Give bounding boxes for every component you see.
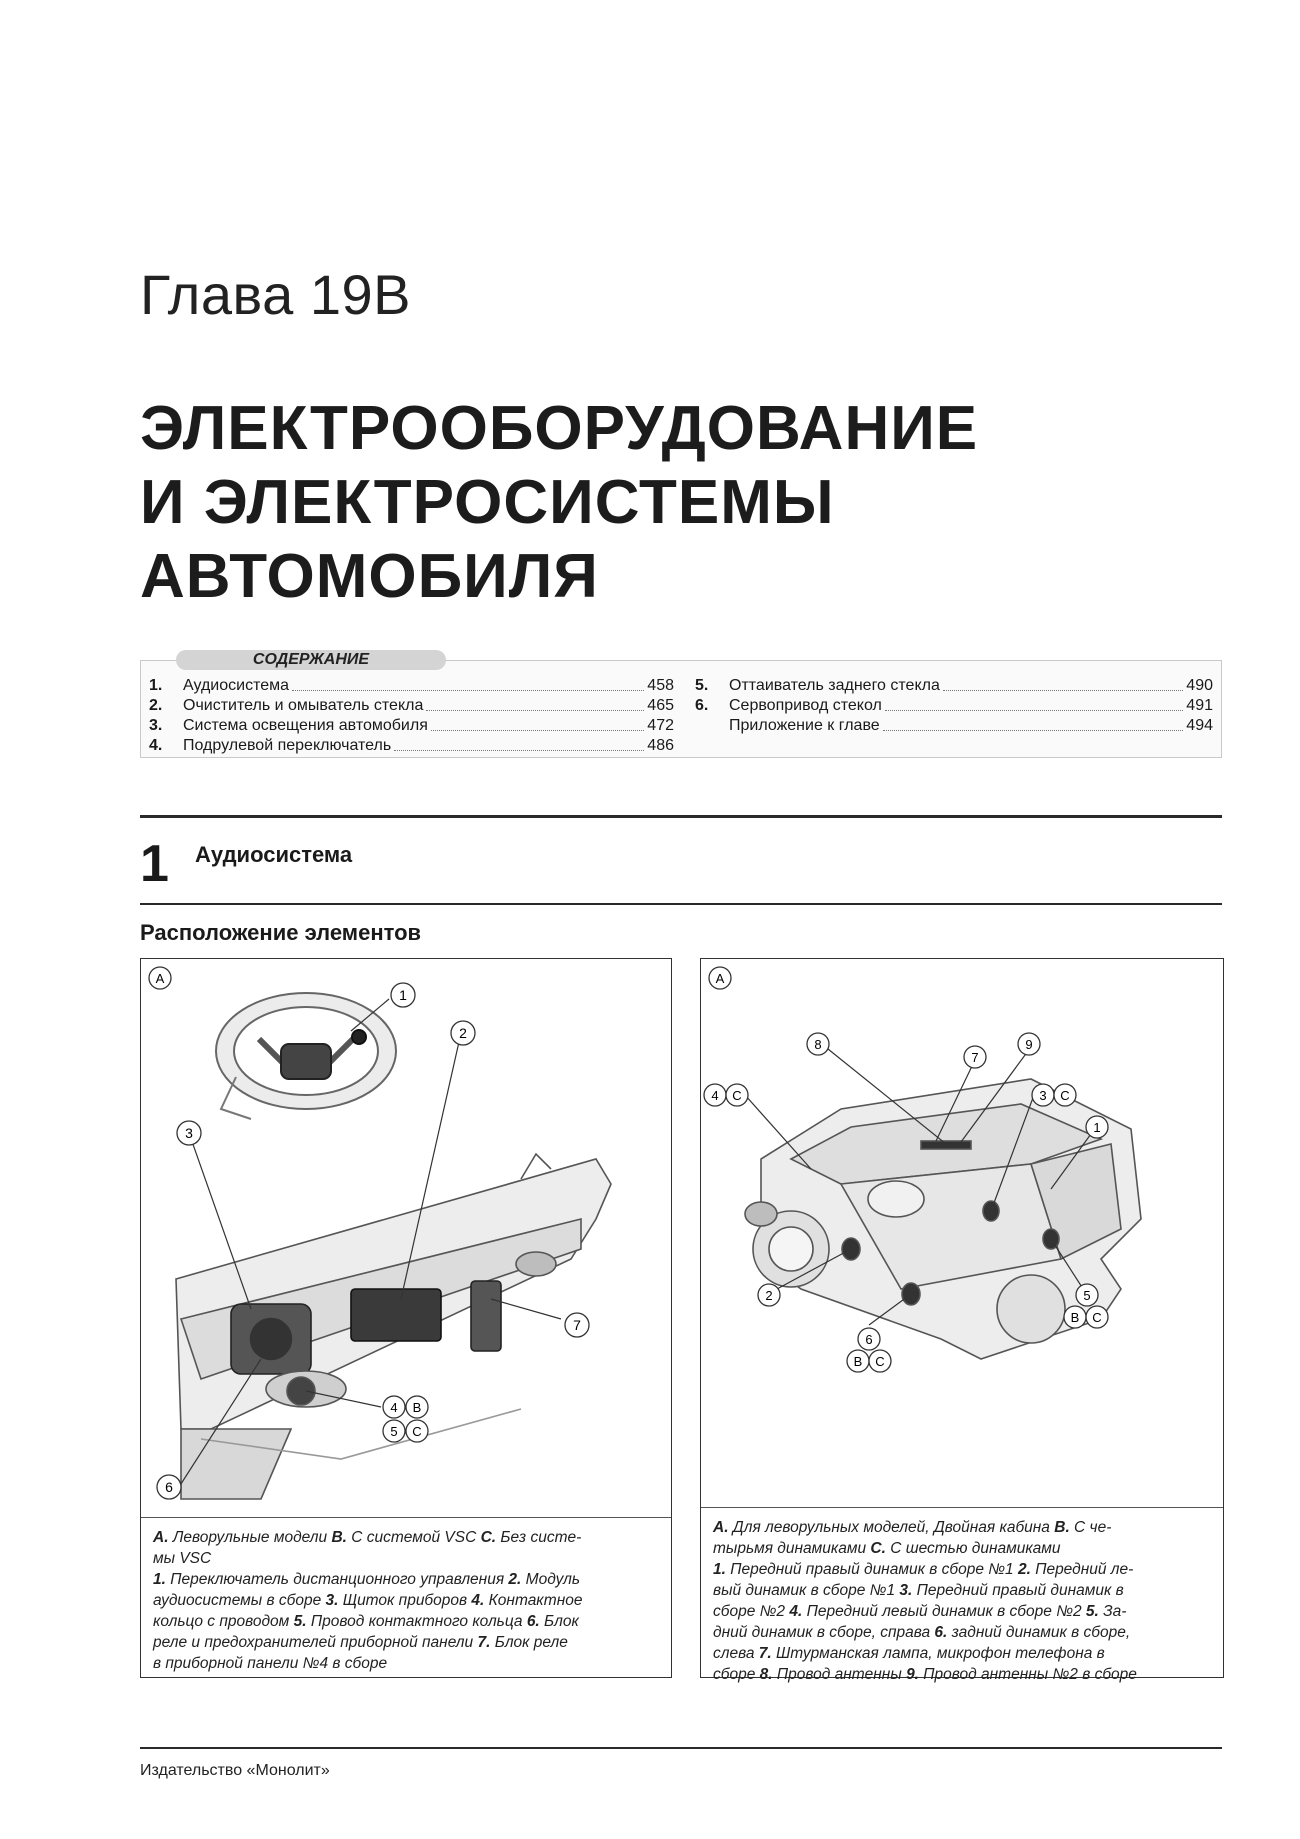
subheading: Расположение элементов [140,920,422,945]
caption-text: сборе №2 [713,1603,790,1620]
figure-left [140,958,672,1678]
caption-line [153,1548,659,1569]
toc-column-right [695,676,1213,736]
caption-line [713,1622,1211,1643]
toc-entry[interactable] [149,696,674,716]
toc-entry[interactable] [149,736,674,756]
caption-text: Штурманская лампа, микрофон телефона в [771,1645,1105,1662]
callout-label: 1 [1093,1120,1101,1135]
caption-item-key: A. [713,1519,729,1536]
callout-label: 2 [765,1288,773,1303]
figure-badge [709,967,731,989]
caption-text: Для леворульных моделей, Двойная кабина [728,1519,1055,1536]
caption-text: слева [713,1645,759,1662]
caption-text: Щиток приборов [338,1592,472,1609]
callout-label: B [1070,1310,1080,1325]
callout-c [1054,1084,1076,1106]
callout-label: 3 [185,1125,193,1141]
caption-item-key: 9. [906,1666,919,1683]
toc-leader [426,696,644,711]
steering-wheel-drawing [216,993,396,1119]
callout-9 [1018,1033,1040,1055]
caption-line [713,1580,1211,1601]
caption-text: Передний правый динамик в сборе №1 [725,1561,1018,1578]
caption-line [153,1590,659,1611]
toc-entry-number [695,716,729,736]
caption-text: С шестью динамиками [885,1540,1061,1557]
caption-item-key: 4. [789,1603,803,1620]
callout-label: 5 [390,1424,398,1439]
callout-label: 4 [390,1400,398,1415]
section-number: 1 [140,835,169,893]
caption-text: Переключатель дистанционного управления [165,1571,509,1588]
toc-entry-label: Система освещения автомобиля [183,717,428,734]
callout-6 [157,1475,181,1499]
caption-text: Провод контактного кольца [306,1613,527,1630]
callout-3 [177,1121,201,1145]
callout-c [869,1350,891,1372]
callout-label: 4 [711,1088,719,1103]
toc-entry-label: Аудиосистема [183,677,290,694]
caption-item-key: 4. [471,1592,485,1609]
caption-line [713,1517,1211,1538]
callout-label: 1 [399,987,407,1003]
caption-text: Провод антенны №2 в сборе [919,1666,1137,1683]
caption-text: Блок реле [490,1634,568,1651]
caption-item-key: B. [331,1529,347,1546]
caption-item-key: 5. [293,1613,307,1630]
caption-text: задний динамик в сборе, [947,1624,1131,1641]
caption-line [153,1653,659,1674]
caption-item-key: 6. [526,1613,540,1630]
caption-item-key: 1. [153,1571,166,1588]
caption-text: Передний правый динамик в [912,1582,1124,1599]
toc-entry-number: 3. [149,717,163,734]
callout-label: C [1092,1310,1102,1325]
toc-heading: СОДЕРЖАНИЕ [176,650,446,670]
callout-label: C [1060,1088,1070,1103]
toc-entry-page: 486 [647,737,674,754]
caption-item-key: C. [480,1529,497,1546]
caption-text: Провод антенны [772,1666,907,1683]
figure-right-illustration [701,959,1223,1529]
caption-item-key: 6. [934,1624,948,1641]
caption-text: Леворульные модели [168,1529,332,1546]
callout-5 [383,1420,405,1442]
caption-line [153,1569,659,1590]
callout-label: 8 [814,1037,822,1052]
callout-label: 6 [865,1332,873,1347]
callout-label: 7 [573,1317,581,1333]
callout-b [1064,1306,1086,1328]
toc-leader [885,696,1183,711]
callout-c [726,1084,748,1106]
caption-text: мы VSC [153,1550,212,1567]
figure-badge [149,967,171,989]
figure-right [700,958,1224,1683]
toc-entry-page: 458 [647,677,674,694]
chapter-title [140,392,978,614]
caption-text: С системой VSC [346,1529,481,1546]
caption-text: тырьмя динамиками [713,1540,871,1557]
callout-b [406,1396,428,1418]
callout-label: B [412,1400,422,1415]
toc-entry-number: 4. [149,737,163,754]
callout-label: 9 [1025,1037,1033,1052]
caption-text: сборе [713,1666,760,1683]
callout-b [847,1350,869,1372]
toc-entry-label: Приложение к главе [729,717,880,734]
toc-entry-number: 6. [695,697,709,714]
caption-line [713,1601,1211,1622]
caption-item-key: 2. [508,1571,522,1588]
chapter-label: Глава 19В [140,263,411,326]
caption-item-key: 8. [759,1666,773,1683]
callout-label: 5 [1083,1288,1091,1303]
caption-text: За- [1098,1603,1127,1620]
callout-8 [807,1033,829,1055]
toc-entry[interactable] [695,716,1213,736]
callout-5 [1076,1284,1098,1306]
caption-text: кольцо с проводом [153,1613,294,1630]
caption-item-key: 3. [899,1582,913,1599]
toc-entry[interactable] [149,716,674,736]
toc-entry-label: Очиститель и омыватель стекла [183,697,424,714]
caption-item-key: 1. [713,1561,726,1578]
toc-leader [943,676,1183,691]
figure-badge-letter: A [715,971,725,986]
toc-entry-page: 465 [647,697,674,714]
caption-text: Блок [539,1613,579,1630]
toc-column-left [149,676,674,756]
callout-label: B [853,1354,863,1369]
toc-entry[interactable] [695,696,1213,716]
figure-left-illustration [141,959,671,1519]
callout-1 [1086,1116,1108,1138]
toc-leader [883,716,1184,731]
callout-2 [758,1284,780,1306]
section-title: Аудиосистема [195,842,353,867]
toc-entry[interactable] [695,676,1213,696]
chapter-title-line: И ЭЛЕКТРОСИСТЕМЫ [140,468,835,537]
callout-label: 7 [971,1050,979,1065]
caption-text: в приборной панели №4 в сборе [153,1655,388,1672]
toc-entry-number: 2. [149,697,163,714]
toc-entry-number: 5. [695,677,709,694]
caption-line [713,1664,1211,1685]
callout-c [1086,1306,1108,1328]
callout-7 [565,1313,589,1337]
callout-label: C [875,1354,885,1369]
toc-leader [292,676,644,691]
caption-line [153,1527,659,1548]
callout-1 [391,983,415,1007]
caption-item-key: C. [870,1540,886,1557]
callout-label: C [412,1424,422,1439]
toc-entry-label: Оттаиватель заднего стекла [729,677,940,694]
caption-text: Без систе- [496,1529,582,1546]
publisher-footer: Издательство «Монолит» [140,1762,330,1779]
section-rule-top [140,815,1222,818]
callout-2 [451,1021,475,1045]
callout-4 [704,1084,726,1106]
toc-entry-label: Подрулевой переключатель [183,737,392,754]
callout-label: 2 [459,1025,467,1041]
toc-entry-page: 494 [1186,717,1213,734]
caption-text: дний динамик в сборе, справа [713,1624,935,1641]
caption-item-key: 7. [758,1645,772,1662]
caption-line [153,1632,659,1653]
dashboard-drawing [176,1154,611,1499]
toc-entry-number: 1. [149,677,163,694]
figure-divider [141,1517,671,1518]
caption-item-key: 5. [1085,1603,1099,1620]
toc-entry-page: 472 [647,717,674,734]
callout-label: C [732,1088,742,1103]
caption-item-key: 2. [1017,1561,1031,1578]
chapter-title-line: АВТОМОБИЛЯ [140,542,599,611]
callout-7 [964,1046,986,1068]
caption-text: реле и предохранителей приборной панели [153,1634,478,1651]
figure-left-caption [153,1527,659,1674]
section-rule-bottom [140,903,1222,905]
caption-text: Передний левый динамик в сборе №2 [802,1603,1086,1620]
figure-divider [701,1507,1223,1508]
figure-badge-letter: A [155,971,165,986]
callout-4 [383,1396,405,1418]
toc-leader [431,716,644,731]
callout-label: 6 [165,1479,173,1495]
toc-entry[interactable] [149,676,674,696]
caption-text: аудиосистемы в сборе [153,1592,326,1609]
footer-rule [140,1747,1222,1749]
caption-item-key: 7. [477,1634,491,1651]
table-of-contents [140,651,1222,758]
caption-line [713,1643,1211,1664]
callout-6 [858,1328,880,1350]
caption-line [713,1559,1211,1580]
callout-c [406,1420,428,1442]
toc-entry-page: 491 [1186,697,1213,714]
toc-entry-label: Сервопривод стекол [729,697,882,714]
toc-leader [394,736,644,751]
caption-text: Передний ле- [1030,1561,1134,1578]
toc-entry-page: 490 [1186,677,1213,694]
caption-item-key: B. [1054,1519,1070,1536]
caption-text: Модуль [521,1571,581,1588]
callout-3 [1032,1084,1054,1106]
caption-text: вый динамик в сборе №1 [713,1582,900,1599]
caption-line [713,1538,1211,1559]
figure-right-caption [713,1517,1211,1685]
caption-line [153,1611,659,1632]
chapter-title-line: ЭЛЕКТРООБОРУДОВАНИЕ [140,394,979,463]
caption-item-key: 3. [325,1592,339,1609]
caption-text: С че- [1069,1519,1112,1536]
callout-label: 3 [1039,1088,1047,1103]
caption-text: Контактное [484,1592,583,1609]
caption-item-key: A. [153,1529,169,1546]
